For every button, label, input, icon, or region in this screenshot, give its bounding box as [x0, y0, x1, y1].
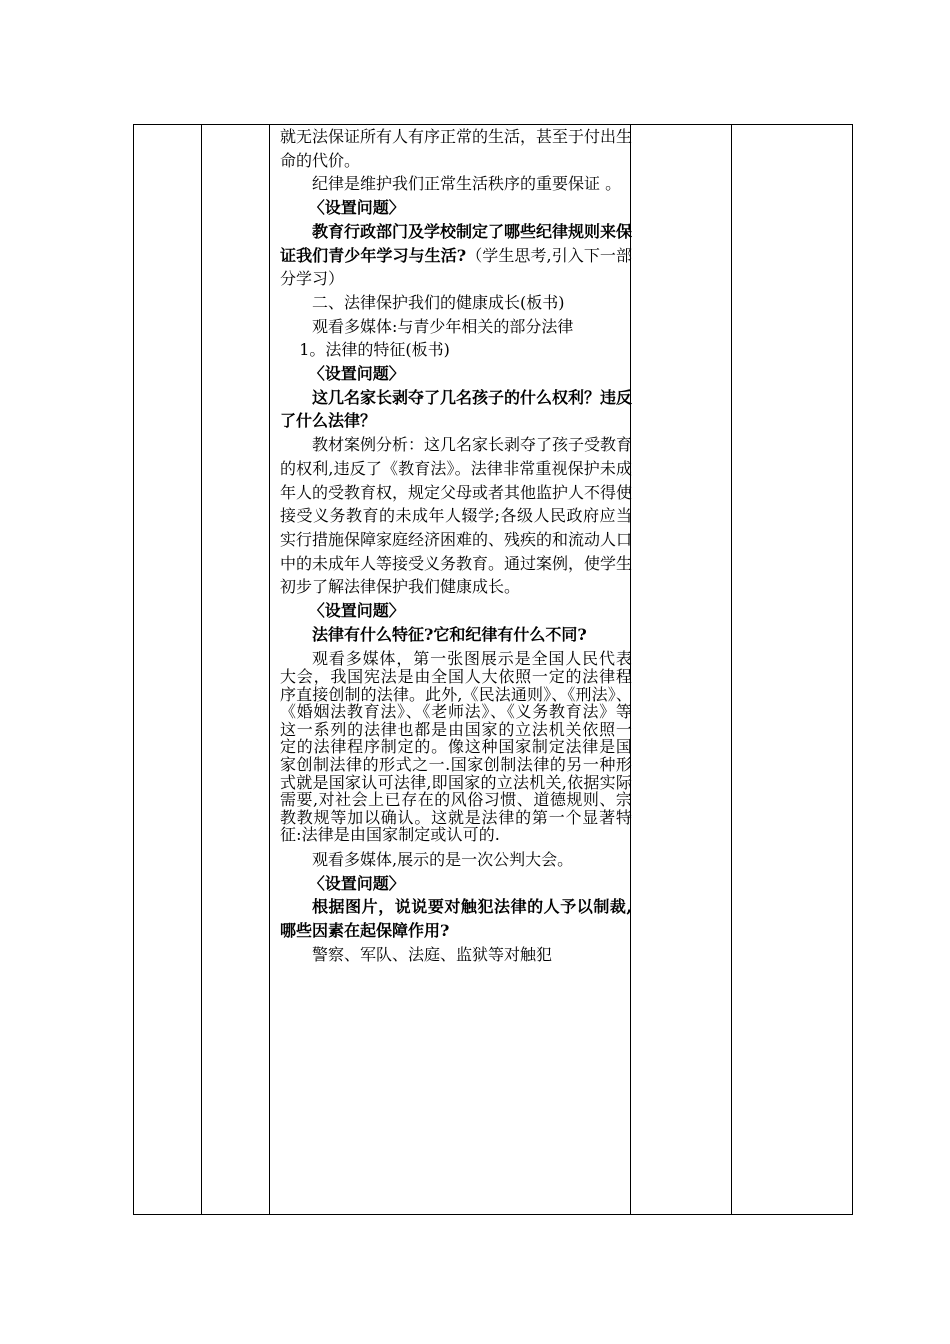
multimedia-explanation: 观看多媒体，第一张图展示是全国人民代表大会，我国宪法是由全国人大依照一定的法律程序直接创制的法律。此外,《民法通则》、《刑法》、《婚姻法教育法》、《老师法》、《义务教育法》等这一系列的法律也都是由国家的立法机关依照一定的法律程序制定的。像这种国家制定法律是国家创制法律的形式之一.国家创制法律的另一种形式就是国家认可法律,即国家的立法机关,依据实际需要,对社会上已存在的风俗习惯、道德规则、宗教教规等加以确认。这就是法律的第一个显著特征:法律是由国家制定或认可的.: [280, 649, 632, 845]
section-heading: 二、法律保护我们的健康成长(板书): [312, 292, 565, 312]
question-text: 根据图片，说说要对触犯法律的人予以制裁,哪些因素在起保障作用?: [280, 897, 632, 941]
question-bold: 教育行政部门及学校制定了哪些纪律规则来保证我们青少年学习与生活?: [280, 221, 633, 265]
column-divider-2: [269, 125, 270, 1214]
column-divider-1: [201, 125, 202, 1214]
question-text: 这几名家长剥夺了几名孩子的什么权利？违反了什么法律？: [280, 387, 633, 431]
paragraph: 观看多媒体,展示的是一次公判大会。: [312, 850, 574, 869]
question-text: 法律有什么特征?它和纪律有什么不同?: [312, 624, 587, 644]
paragraph: 警察、军队、法庭、监狱等对触犯: [312, 944, 553, 964]
question-text: [280, 220, 632, 291]
question-header: 〈设置问题〉: [308, 873, 405, 893]
subsection-heading: 1。法律的特征(板书): [299, 340, 450, 360]
paragraph: 观看多媒体:与青少年相关的部分法律: [312, 316, 574, 336]
case-analysis: 教材案例分析：这几名家长剥夺了孩子受教育的权利,违反了《教育法》。法律非常重视保护未成年人的受教育权，规定父母或者其他监护人不得使接受义务教育的未成年人辍学;各级人民政府应当实行措施保障家庭经济困难的、残疾的和流动人口中的未成年人等接受义务教育。通过案例，使学生初步了解法律保护我们健康成长。: [280, 435, 633, 597]
paragraph: 就无法保证所有人有序正常的生活，甚至于付出生命的代价。: [280, 127, 633, 170]
lesson-plan-table: [133, 124, 853, 1215]
question-header: 〈设置问题〉: [308, 601, 405, 621]
question-header: 〈设置问题〉: [308, 364, 405, 384]
paragraph: 纪律是维护我们正常生活秩序的重要保证 。: [312, 174, 622, 194]
question-note: （学生思考,引入下一部分学习）: [280, 245, 632, 289]
teaching-process-cell: [280, 125, 632, 967]
question-header: 〈设置问题〉: [308, 198, 405, 218]
column-divider-4: [731, 125, 732, 1214]
